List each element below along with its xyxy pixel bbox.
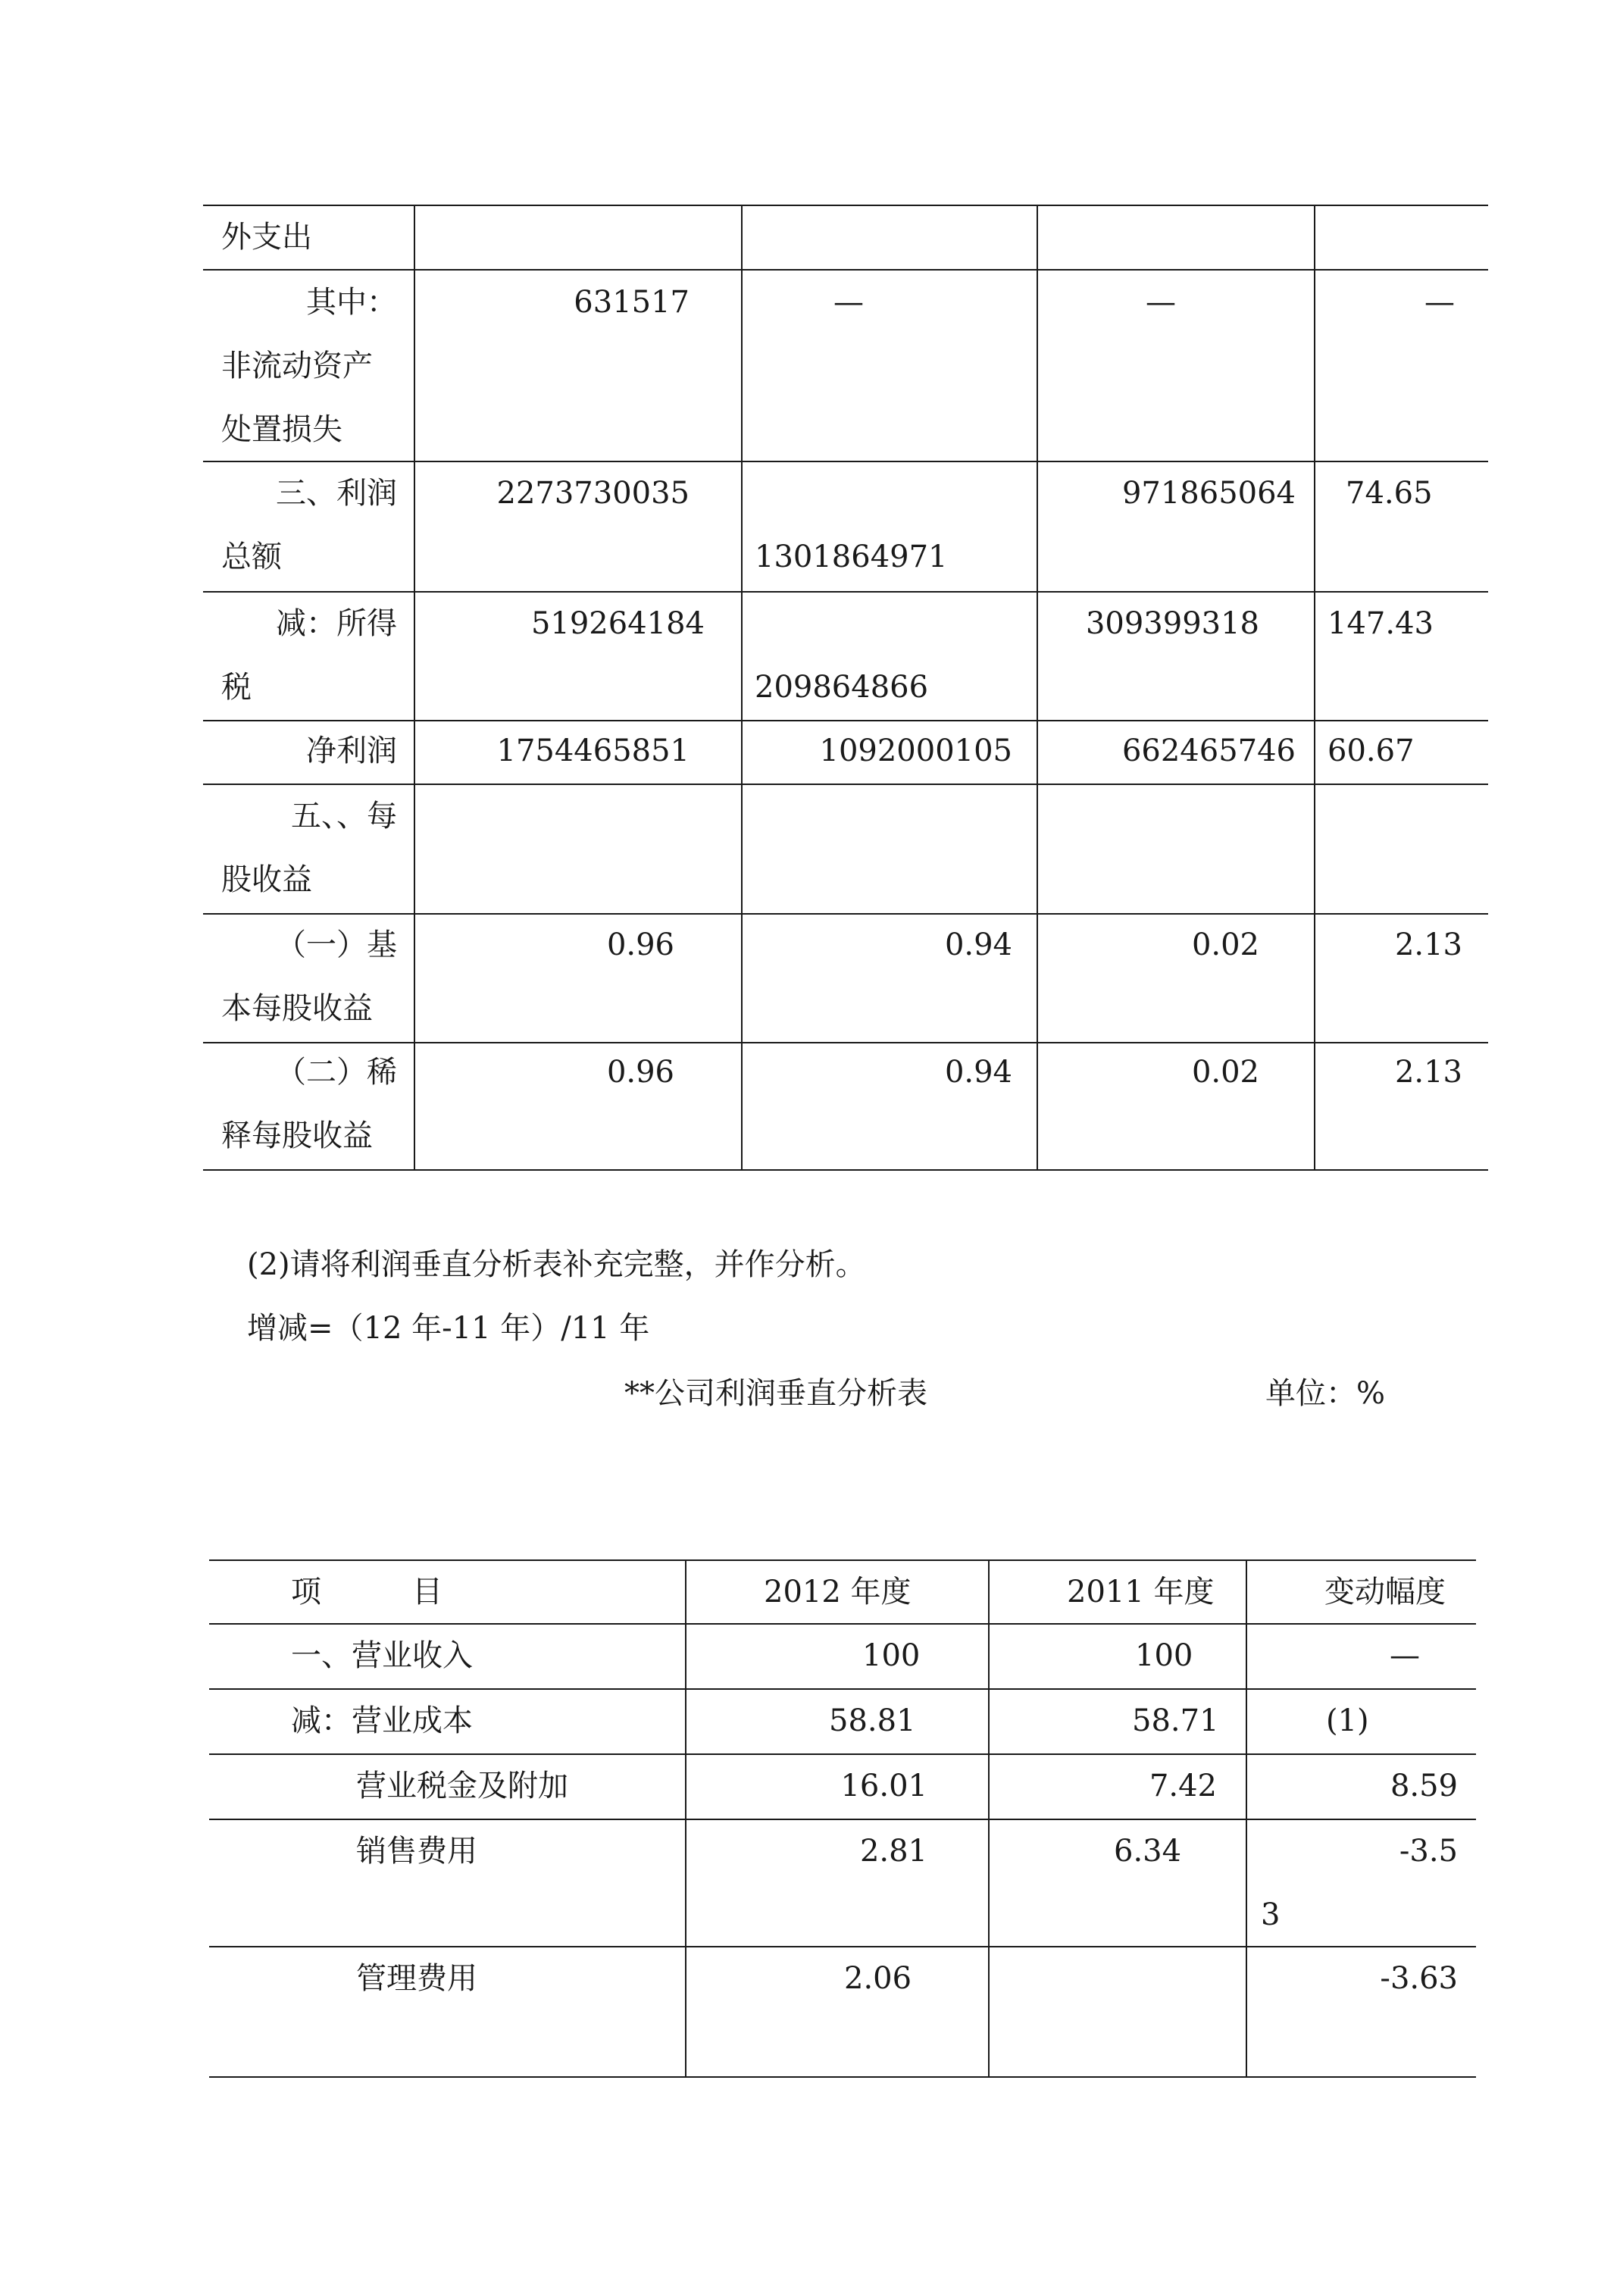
cell-value: 2.06 xyxy=(844,1961,912,1996)
cell-value: 0.02 xyxy=(1191,927,1259,962)
table-rule xyxy=(203,461,1488,462)
column-header: 2011 年度 xyxy=(1067,1575,1215,1609)
column-header: 变动幅度 xyxy=(1324,1575,1446,1609)
row-label: （一）基 xyxy=(276,927,397,962)
cell-value: 0.94 xyxy=(944,1055,1012,1090)
cell-value: 58.81 xyxy=(829,1703,916,1738)
row-label: 管理费用 xyxy=(356,1961,477,1996)
cell-value: 0.96 xyxy=(606,1055,674,1090)
table-rule xyxy=(209,1819,1476,1820)
table-rule xyxy=(203,1169,1488,1171)
cell-value: — xyxy=(1146,285,1176,320)
table-rule xyxy=(203,591,1488,593)
row-label: 五、、每 xyxy=(291,799,397,834)
cell-value: 0.02 xyxy=(1191,1055,1259,1090)
row-label: 释每股收益 xyxy=(221,1118,373,1153)
instruction-text: (2)请将利润垂直分析表补充完整，并作分析。 xyxy=(247,1247,866,1282)
row-label: 总额 xyxy=(221,540,282,574)
table-rule xyxy=(203,205,1488,206)
table-rule xyxy=(1037,205,1038,1171)
cell-value: — xyxy=(833,285,864,320)
cell-value: 16.01 xyxy=(840,1769,927,1803)
column-header: 项 目 xyxy=(291,1575,442,1609)
row-label: 本每股收益 xyxy=(221,991,373,1026)
table-rule xyxy=(209,1688,1476,1690)
cell-value: 2.81 xyxy=(859,1834,927,1869)
cell-value: -3.5 xyxy=(1399,1834,1458,1869)
cell-value: 2.13 xyxy=(1394,1055,1462,1090)
table-rule xyxy=(209,1753,1476,1755)
row-label: 三、利润 xyxy=(276,476,397,511)
cell-value: 2273730035 xyxy=(496,476,690,511)
cell-value-wrap: 3 xyxy=(1261,1897,1281,1932)
row-label: 减：营业成本 xyxy=(291,1703,473,1738)
cell-value: 1754465851 xyxy=(496,734,690,768)
row-label: 销售费用 xyxy=(356,1834,477,1869)
table-rule xyxy=(1246,1559,1247,2078)
cell-value: 2.13 xyxy=(1394,927,1462,962)
cell-value: 100 xyxy=(1135,1638,1193,1673)
row-label: 外支出 xyxy=(221,220,312,255)
table-rule xyxy=(203,720,1488,721)
cell-value: 309399318 xyxy=(1085,606,1259,641)
formula-text: 增减=（12 年-11 年）/11 年 xyxy=(247,1311,650,1346)
row-label: 其中： xyxy=(306,285,397,320)
table-rule xyxy=(988,1559,990,2078)
cell-value: 1092000105 xyxy=(819,734,1012,768)
table-rule xyxy=(209,1559,1476,1561)
cell-value: 6.34 xyxy=(1114,1834,1182,1869)
cell-value: 0.94 xyxy=(944,927,1012,962)
cell-value: 971865064 xyxy=(1121,476,1296,511)
cell-value: 74.65 xyxy=(1346,476,1433,511)
cell-value: 631517 xyxy=(574,285,690,320)
cell-value: 519264184 xyxy=(530,606,705,641)
row-label: 一、营业收入 xyxy=(291,1638,473,1673)
cell-value: 8.59 xyxy=(1390,1769,1458,1803)
table-rule xyxy=(1314,205,1315,1171)
row-label: 非流动资产 xyxy=(221,349,373,383)
cell-value: 147.43 xyxy=(1327,606,1434,641)
cell-value: 0.96 xyxy=(606,927,674,962)
cell-value: — xyxy=(1424,285,1455,320)
row-label: 股收益 xyxy=(221,862,312,897)
row-label: 减：所得 xyxy=(276,606,397,641)
cell-value: 1301864971 xyxy=(755,540,948,574)
cell-value: (1) xyxy=(1326,1703,1369,1738)
cell-value: -3.63 xyxy=(1380,1961,1458,1996)
cell-value: 7.42 xyxy=(1149,1769,1217,1803)
table-rule xyxy=(203,784,1488,785)
table-rule xyxy=(741,205,743,1171)
row-label: 营业税金及附加 xyxy=(356,1769,568,1803)
row-label: 净利润 xyxy=(306,734,397,768)
cell-value: 662465746 xyxy=(1121,734,1296,768)
table-rule xyxy=(203,913,1488,915)
row-label: 税 xyxy=(221,670,252,705)
cell-value: 60.67 xyxy=(1327,734,1415,768)
cell-value: — xyxy=(1390,1638,1420,1673)
cell-value: 100 xyxy=(862,1638,921,1673)
cell-value: 209864866 xyxy=(755,670,929,705)
table-rule xyxy=(209,1946,1476,1947)
row-label: 处置损失 xyxy=(221,412,342,447)
table-rule xyxy=(203,1042,1488,1043)
table-rule xyxy=(203,269,1488,271)
table-title: **公司利润垂直分析表 xyxy=(624,1376,927,1411)
column-header: 2012 年度 xyxy=(764,1575,912,1609)
table-rule xyxy=(209,2076,1476,2078)
table-rule xyxy=(209,1623,1476,1625)
unit-label: 单位：% xyxy=(1265,1376,1386,1411)
table-rule xyxy=(414,205,415,1171)
row-label: （二）稀 xyxy=(276,1055,397,1090)
cell-value: 58.71 xyxy=(1132,1703,1219,1738)
table-rule xyxy=(685,1559,686,2078)
